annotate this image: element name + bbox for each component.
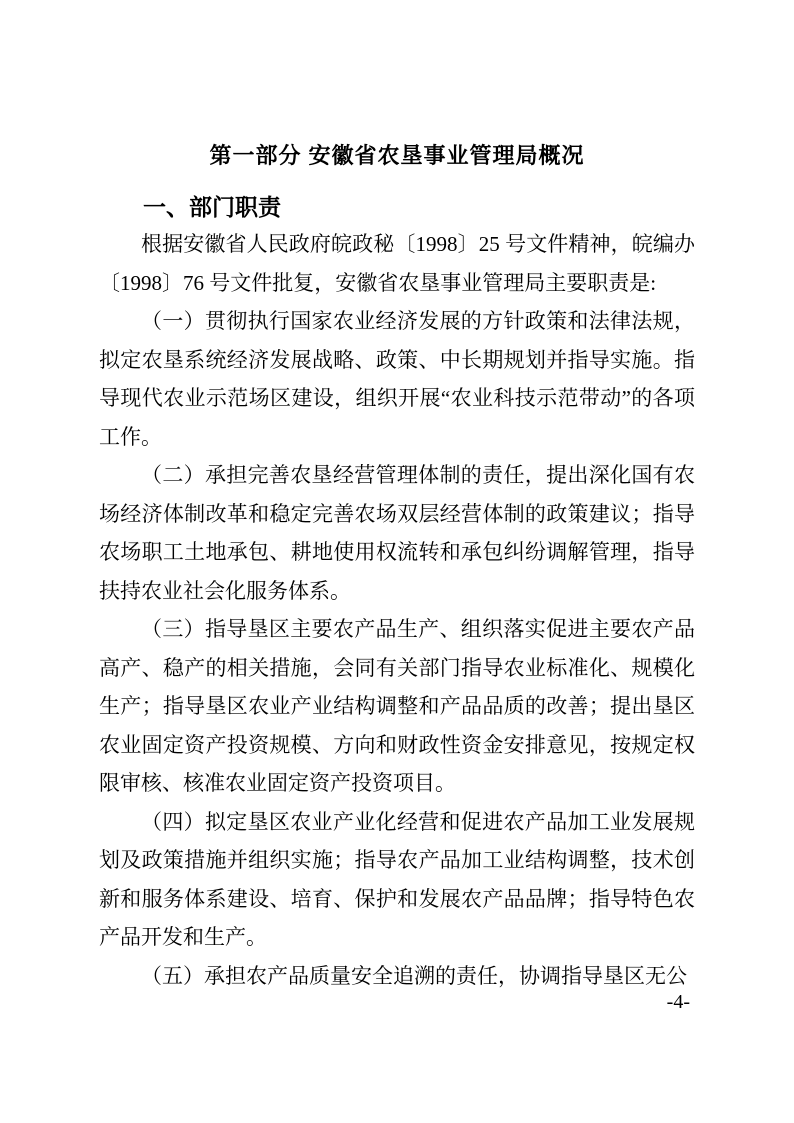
page-number: -4- [666,991,690,1013]
section-heading: 一、部门职责 [143,194,281,220]
paragraph: （三）指导垦区主要农产品生产、组织落实促进主要农产品高产、稳产的相关措施，会同有关部门指导农业标准化、规模化生产；指导垦区农业产业结构调整和产品品质的改善；提出垦区农业固定资产投资规模、方向和财政性资金安排意见，按规定权限审核、核准农业固定资产投资项目。 [99,617,695,795]
paragraph: 根据安徽省人民政府皖政秘〔1998〕25 号文件精神，皖编办〔1998〕76 号文件批复，安徽省农垦事业管理局主要职责是: [99,232,695,295]
page-title: 第一部分 安徽省农垦事业管理局概况 [209,143,585,168]
paragraph: （五）承担农产品质量安全追溯的责任，协调指导垦区无公 [141,963,687,988]
paragraph: （四）拟定垦区农业产业化经营和促进农产品加工业发展规划及政策措施并组织实施；指导农产品加工业结构调整，技术创新和服务体系建设、培育、保护和发展农产品品牌；指导特色农产品开发和生产。 [99,809,695,949]
paragraph: （一）贯彻执行国家农业经济发展的方针政策和法律法规，拟定农垦系统经济发展战略、政策、中长期规划并指导实施。指导现代农业示范场区建设，组织开展“农业科技示范带动”的各项工作。 [99,309,695,449]
paragraph: （二）承担完善农垦经营管理体制的责任，提出深化国有农场经济体制改革和稳定完善农场双层经营体制的政策建议；指导农场职工土地承包、耕地使用权流转和承包纠纷调解管理，指导扶持农业社会化服务体系。 [99,463,695,603]
body-paragraphs [99,225,695,995]
document-content [99,141,695,995]
